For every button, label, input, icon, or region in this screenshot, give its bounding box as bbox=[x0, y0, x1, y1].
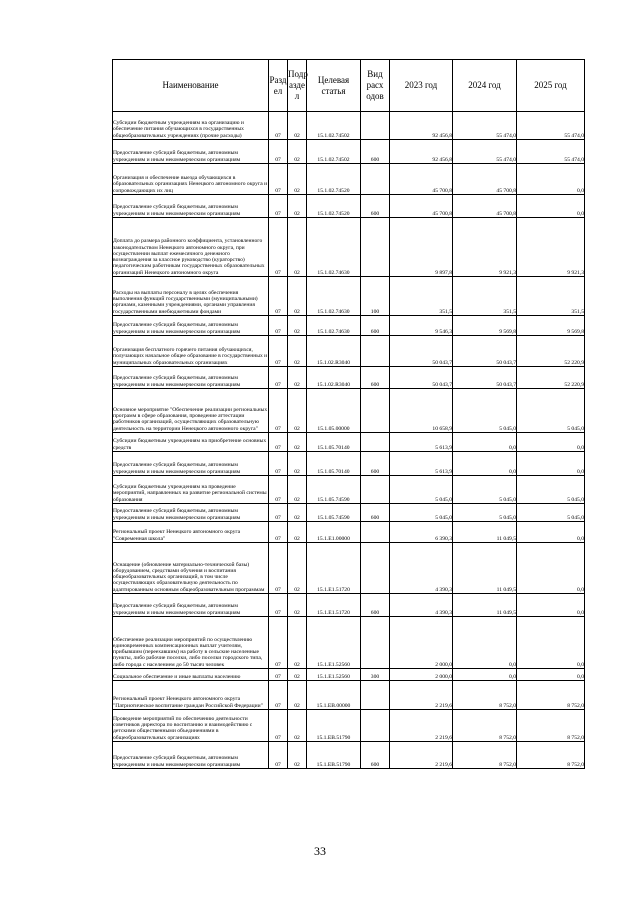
row-amount-2025: 55 474,0 bbox=[517, 112, 585, 140]
row-amount-2025: 52 220,9 bbox=[517, 367, 585, 389]
row-amount-2023: 2 000,0 bbox=[390, 617, 453, 669]
row-subsection: 02 bbox=[288, 336, 307, 367]
row-amount-2024: 5 045,0 bbox=[453, 476, 517, 504]
row-target: 15.1.E1.51720 bbox=[307, 594, 361, 617]
row-expense-type: 600 bbox=[361, 316, 390, 336]
row-target: 15.1.05.00000 bbox=[307, 389, 361, 433]
table-row bbox=[113, 681, 585, 710]
row-section: 07 bbox=[269, 617, 288, 669]
row-amount-2023: 9 546,3 bbox=[390, 316, 453, 336]
row-section: 07 bbox=[269, 452, 288, 476]
row-target: 15.1.02.74630 bbox=[307, 277, 361, 316]
row-amount-2025: 0,0 bbox=[517, 452, 585, 476]
table-row bbox=[113, 140, 585, 164]
row-name: Субсидии бюджетным учреждениям на приобретение основных средств bbox=[113, 433, 269, 452]
budget-table bbox=[112, 59, 585, 769]
row-subsection: 02 bbox=[288, 433, 307, 452]
row-amount-2024: 50 043,7 bbox=[453, 367, 517, 389]
header-subsection: Подр азде л bbox=[288, 60, 307, 112]
row-amount-2024: 0,0 bbox=[453, 617, 517, 669]
row-target: 15.1.E1.52560 bbox=[307, 617, 361, 669]
header-section: Разд ел bbox=[269, 60, 288, 112]
table-row bbox=[113, 504, 585, 522]
row-amount-2025: 5 045,0 bbox=[517, 504, 585, 522]
row-name: Региональный проект Ненецкого автономного округа "Патриотическое воспитание граждан Российской Федерации" bbox=[113, 681, 269, 710]
row-subsection: 02 bbox=[288, 277, 307, 316]
row-amount-2023: 92 456,8 bbox=[390, 140, 453, 164]
row-name: Субсидии бюджетным учреждениям на проведение мероприятий, направленных на развитие региональной системы образования bbox=[113, 476, 269, 504]
row-section: 07 bbox=[269, 594, 288, 617]
row-amount-2025: 0,0 bbox=[517, 617, 585, 669]
row-expense-type: 600 bbox=[361, 367, 390, 389]
row-subsection: 02 bbox=[288, 389, 307, 433]
table-row bbox=[113, 277, 585, 316]
row-amount-2024: 55 474,0 bbox=[453, 140, 517, 164]
table-row bbox=[113, 522, 585, 543]
row-target: 15.1.05.74590 bbox=[307, 504, 361, 522]
row-name: Расходы на выплаты персоналу в целях обеспечения выполнения функций государственными (муниципальными) органами, казенными учреждениями, органами управления государственными внебюджетными фондами bbox=[113, 277, 269, 316]
row-target: 15.1.02.74502 bbox=[307, 140, 361, 164]
row-amount-2025: 351,5 bbox=[517, 277, 585, 316]
row-amount-2025: 8 752,0 bbox=[517, 681, 585, 710]
row-name: Предоставление субсидий бюджетным, автономным учреждениям и иным некоммерческим организациям bbox=[113, 594, 269, 617]
row-section: 07 bbox=[269, 367, 288, 389]
row-amount-2023: 45 700,8 bbox=[390, 195, 453, 218]
row-amount-2024: 55 474,0 bbox=[453, 112, 517, 140]
row-target: 15.1.05.74590 bbox=[307, 476, 361, 504]
row-amount-2025: 5 045,0 bbox=[517, 389, 585, 433]
row-subsection: 02 bbox=[288, 316, 307, 336]
row-section: 07 bbox=[269, 522, 288, 543]
row-subsection: 02 bbox=[288, 164, 307, 195]
header-name: Наименование bbox=[113, 60, 269, 112]
row-name: Предоставление субсидий бюджетным, автономным учреждениям и иным некоммерческим организациям bbox=[113, 452, 269, 476]
row-expense-type: 600 bbox=[361, 594, 390, 617]
row-target: 15.1.E1.51720 bbox=[307, 543, 361, 594]
row-amount-2023: 2 000,0 bbox=[390, 669, 453, 681]
row-section: 07 bbox=[269, 164, 288, 195]
row-subsection: 02 bbox=[288, 195, 307, 218]
row-expense-type bbox=[361, 543, 390, 594]
row-amount-2023: 5 045,0 bbox=[390, 476, 453, 504]
row-expense-type: 600 bbox=[361, 140, 390, 164]
row-amount-2024: 11 049,5 bbox=[453, 522, 517, 543]
row-amount-2023: 50 043,7 bbox=[390, 367, 453, 389]
table-row bbox=[113, 476, 585, 504]
table-header-row bbox=[113, 60, 585, 112]
row-amount-2025: 0,0 bbox=[517, 543, 585, 594]
row-section: 07 bbox=[269, 336, 288, 367]
row-amount-2024: 11 049,5 bbox=[453, 543, 517, 594]
row-subsection: 02 bbox=[288, 522, 307, 543]
row-amount-2025: 0,0 bbox=[517, 195, 585, 218]
row-subsection: 02 bbox=[288, 452, 307, 476]
row-name: Основное мероприятие "Обеспечение реализации региональных программ в сфере образования, проведение аттестации работников организаций, осуществляющих образовательную деятельность на территории Ненецкого автономного округа" bbox=[113, 389, 269, 433]
row-expense-type bbox=[361, 710, 390, 742]
row-amount-2024: 45 700,8 bbox=[453, 164, 517, 195]
row-section: 07 bbox=[269, 218, 288, 277]
row-section: 07 bbox=[269, 710, 288, 742]
row-subsection: 02 bbox=[288, 594, 307, 617]
table-row bbox=[113, 218, 585, 277]
row-target: 15.1.EB.51790 bbox=[307, 710, 361, 742]
row-expense-type bbox=[361, 112, 390, 140]
row-expense-type bbox=[361, 218, 390, 277]
row-name: Организация бесплатного горячего питания обучающихся, получающих начальное общее образование в государственных и муниципальных образовательных организациях bbox=[113, 336, 269, 367]
row-subsection: 02 bbox=[288, 681, 307, 710]
row-expense-type bbox=[361, 476, 390, 504]
row-amount-2024: 5 045,0 bbox=[453, 504, 517, 522]
row-name: Предоставление субсидий бюджетным, автономным учреждениям и иным некоммерческим организациям bbox=[113, 742, 269, 769]
row-subsection: 02 bbox=[288, 112, 307, 140]
row-amount-2024: 11 049,5 bbox=[453, 594, 517, 617]
row-name: Региональный проект Ненецкого автономного округа "Современная школа" bbox=[113, 522, 269, 543]
row-target: 15.1.02.74630 bbox=[307, 316, 361, 336]
row-section: 07 bbox=[269, 433, 288, 452]
row-section: 07 bbox=[269, 504, 288, 522]
row-amount-2024: 0,0 bbox=[453, 452, 517, 476]
row-amount-2023: 2 219,6 bbox=[390, 710, 453, 742]
row-name: Проведение мероприятий по обеспечению деятельности советников директора по воспитанию и взаимодействию с детскими общественными объединениями в общеобразовательных организациях bbox=[113, 710, 269, 742]
row-section: 07 bbox=[269, 669, 288, 681]
table-row bbox=[113, 367, 585, 389]
row-amount-2025: 5 045,0 bbox=[517, 476, 585, 504]
row-amount-2025: 9 921,3 bbox=[517, 218, 585, 277]
page-number: 33 bbox=[314, 844, 326, 858]
row-name: Предоставление субсидий бюджетным, автономным учреждениям и иным некоммерческим организациям bbox=[113, 195, 269, 218]
table-row bbox=[113, 164, 585, 195]
row-amount-2024: 0,0 bbox=[453, 669, 517, 681]
row-target: 15.1.E1.52560 bbox=[307, 669, 361, 681]
row-subsection: 02 bbox=[288, 742, 307, 769]
row-target: 15.1.02.74502 bbox=[307, 112, 361, 140]
table-row bbox=[113, 710, 585, 742]
row-amount-2024: 8 752,0 bbox=[453, 681, 517, 710]
row-amount-2023: 4 390,3 bbox=[390, 543, 453, 594]
table-row bbox=[113, 452, 585, 476]
row-section: 07 bbox=[269, 195, 288, 218]
row-target: 15.1.02.74520 bbox=[307, 164, 361, 195]
row-name: Организация и обеспечение выезда обучающихся в образовательных организациях Ненецкого автономного округа и сопровождающих их лиц bbox=[113, 164, 269, 195]
row-section: 07 bbox=[269, 316, 288, 336]
row-name: Обеспечение реализации мероприятий по осуществлению единовременных компенсационных выплат учителям, прибывшим (переехавшим) на работу в сельские населенные пункты, либо рабочие поселки, либо поселки городского типа, либо города с населением до 50 тысяч человек bbox=[113, 617, 269, 669]
row-section: 07 bbox=[269, 140, 288, 164]
header-2023: 2023 год bbox=[390, 60, 453, 112]
row-amount-2023: 6 390,3 bbox=[390, 522, 453, 543]
row-section: 07 bbox=[269, 277, 288, 316]
row-expense-type: 100 bbox=[361, 277, 390, 316]
row-expense-type bbox=[361, 164, 390, 195]
row-expense-type: 300 bbox=[361, 669, 390, 681]
row-name: Предоставление субсидий бюджетным, автономным учреждениям и иным некоммерческим организациям bbox=[113, 367, 269, 389]
row-target: 15.1.EB.00000 bbox=[307, 681, 361, 710]
row-amount-2023: 2 219,6 bbox=[390, 742, 453, 769]
row-expense-type bbox=[361, 681, 390, 710]
row-expense-type bbox=[361, 389, 390, 433]
row-target: 15.1.E1.00000 bbox=[307, 522, 361, 543]
row-amount-2023: 92 456,8 bbox=[390, 112, 453, 140]
row-name: Доплата до размера районного коэффициента, установленного законодательством Ненецкого автономного округа, при осуществлении выплат ежемесячного денежного вознаграждения за классное руководство (кураторство) педагогическим работникам государственных образовательных организаций Ненецкого автономного округа bbox=[113, 218, 269, 277]
row-amount-2025: 9 569,8 bbox=[517, 316, 585, 336]
row-subsection: 02 bbox=[288, 140, 307, 164]
row-amount-2025: 52 220,9 bbox=[517, 336, 585, 367]
table-row bbox=[113, 195, 585, 218]
row-amount-2024: 45 700,8 bbox=[453, 195, 517, 218]
row-amount-2025: 0,0 bbox=[517, 164, 585, 195]
row-section: 07 bbox=[269, 476, 288, 504]
row-amount-2023: 2 219,6 bbox=[390, 681, 453, 710]
row-target: 15.1.05.70140 bbox=[307, 433, 361, 452]
row-amount-2023: 5 613,9 bbox=[390, 433, 453, 452]
row-expense-type: 600 bbox=[361, 504, 390, 522]
row-name: Предоставление субсидий бюджетным, автономным учреждениям и иным некоммерческим организациям bbox=[113, 140, 269, 164]
header-2025: 2025 год bbox=[517, 60, 585, 112]
row-subsection: 02 bbox=[288, 543, 307, 594]
table-row bbox=[113, 389, 585, 433]
row-subsection: 02 bbox=[288, 710, 307, 742]
row-target: 15.1.EB.51790 bbox=[307, 742, 361, 769]
row-amount-2025: 0,0 bbox=[517, 433, 585, 452]
row-amount-2025: 55 474,0 bbox=[517, 140, 585, 164]
row-subsection: 02 bbox=[288, 669, 307, 681]
row-target: 15.1.02.R3040 bbox=[307, 336, 361, 367]
row-target: 15.1.05.70140 bbox=[307, 452, 361, 476]
row-amount-2023: 351,5 bbox=[390, 277, 453, 316]
row-amount-2025: 0,0 bbox=[517, 522, 585, 543]
row-amount-2023: 50 043,7 bbox=[390, 336, 453, 367]
table-row bbox=[113, 433, 585, 452]
table-row bbox=[113, 336, 585, 367]
row-target: 15.1.02.74520 bbox=[307, 195, 361, 218]
row-expense-type bbox=[361, 336, 390, 367]
row-amount-2024: 8 752,0 bbox=[453, 742, 517, 769]
row-amount-2024: 9 569,8 bbox=[453, 316, 517, 336]
row-amount-2023: 4 390,3 bbox=[390, 594, 453, 617]
row-expense-type bbox=[361, 433, 390, 452]
row-section: 07 bbox=[269, 389, 288, 433]
table-row bbox=[113, 112, 585, 140]
table-body bbox=[113, 112, 585, 769]
row-section: 07 bbox=[269, 742, 288, 769]
row-expense-type bbox=[361, 617, 390, 669]
row-amount-2024: 50 043,7 bbox=[453, 336, 517, 367]
row-section: 07 bbox=[269, 112, 288, 140]
table-row bbox=[113, 594, 585, 617]
row-expense-type: 600 bbox=[361, 195, 390, 218]
row-amount-2024: 8 752,0 bbox=[453, 710, 517, 742]
row-subsection: 02 bbox=[288, 617, 307, 669]
table-row bbox=[113, 543, 585, 594]
row-amount-2023: 5 613,9 bbox=[390, 452, 453, 476]
header-2024: 2024 год bbox=[453, 60, 517, 112]
row-amount-2023: 5 045,0 bbox=[390, 504, 453, 522]
row-subsection: 02 bbox=[288, 504, 307, 522]
row-amount-2023: 45 700,8 bbox=[390, 164, 453, 195]
table-row bbox=[113, 742, 585, 769]
table-row bbox=[113, 316, 585, 336]
row-name: Субсидии бюджетным учреждениям на организацию и обеспечение питания обучающихся в государственных общеобразовательных учреждениях (прочие расходы) bbox=[113, 112, 269, 140]
row-amount-2024: 0,0 bbox=[453, 433, 517, 452]
row-amount-2025: 0,0 bbox=[517, 669, 585, 681]
table-row bbox=[113, 669, 585, 681]
row-target: 15.1.02.74630 bbox=[307, 218, 361, 277]
row-target: 15.1.02.R3040 bbox=[307, 367, 361, 389]
header-target: Целевая статья bbox=[307, 60, 361, 112]
row-amount-2025: 0,0 bbox=[517, 594, 585, 617]
row-amount-2023: 10 658,9 bbox=[390, 389, 453, 433]
row-expense-type bbox=[361, 522, 390, 543]
row-amount-2024: 9 921,3 bbox=[453, 218, 517, 277]
row-section: 07 bbox=[269, 681, 288, 710]
row-amount-2024: 5 045,0 bbox=[453, 389, 517, 433]
row-amount-2025: 8 752,0 bbox=[517, 710, 585, 742]
row-name: Предоставление субсидий бюджетным, автономным учреждениям и иным некоммерческим организациям bbox=[113, 316, 269, 336]
row-expense-type: 600 bbox=[361, 742, 390, 769]
row-subsection: 02 bbox=[288, 218, 307, 277]
row-expense-type: 600 bbox=[361, 452, 390, 476]
row-name: Оснащение (обновление материально-технической базы) оборудованием, средствами обучения и воспитания общеобразовательных организаций, в том числе осуществляющих образовательную деятельность по адаптированным основным общеобразовательным программам bbox=[113, 543, 269, 594]
row-amount-2023: 9 897,8 bbox=[390, 218, 453, 277]
row-amount-2024: 351,5 bbox=[453, 277, 517, 316]
row-name: Предоставление субсидий бюджетным, автономным учреждениям и иным некоммерческим организациям bbox=[113, 504, 269, 522]
row-section: 07 bbox=[269, 543, 288, 594]
header-expense-type: Вид расх одов bbox=[361, 60, 390, 112]
row-subsection: 02 bbox=[288, 367, 307, 389]
row-amount-2025: 8 752,0 bbox=[517, 742, 585, 769]
row-subsection: 02 bbox=[288, 476, 307, 504]
table-row bbox=[113, 617, 585, 669]
row-name: Социальное обеспечение и иные выплаты населению bbox=[113, 669, 269, 681]
